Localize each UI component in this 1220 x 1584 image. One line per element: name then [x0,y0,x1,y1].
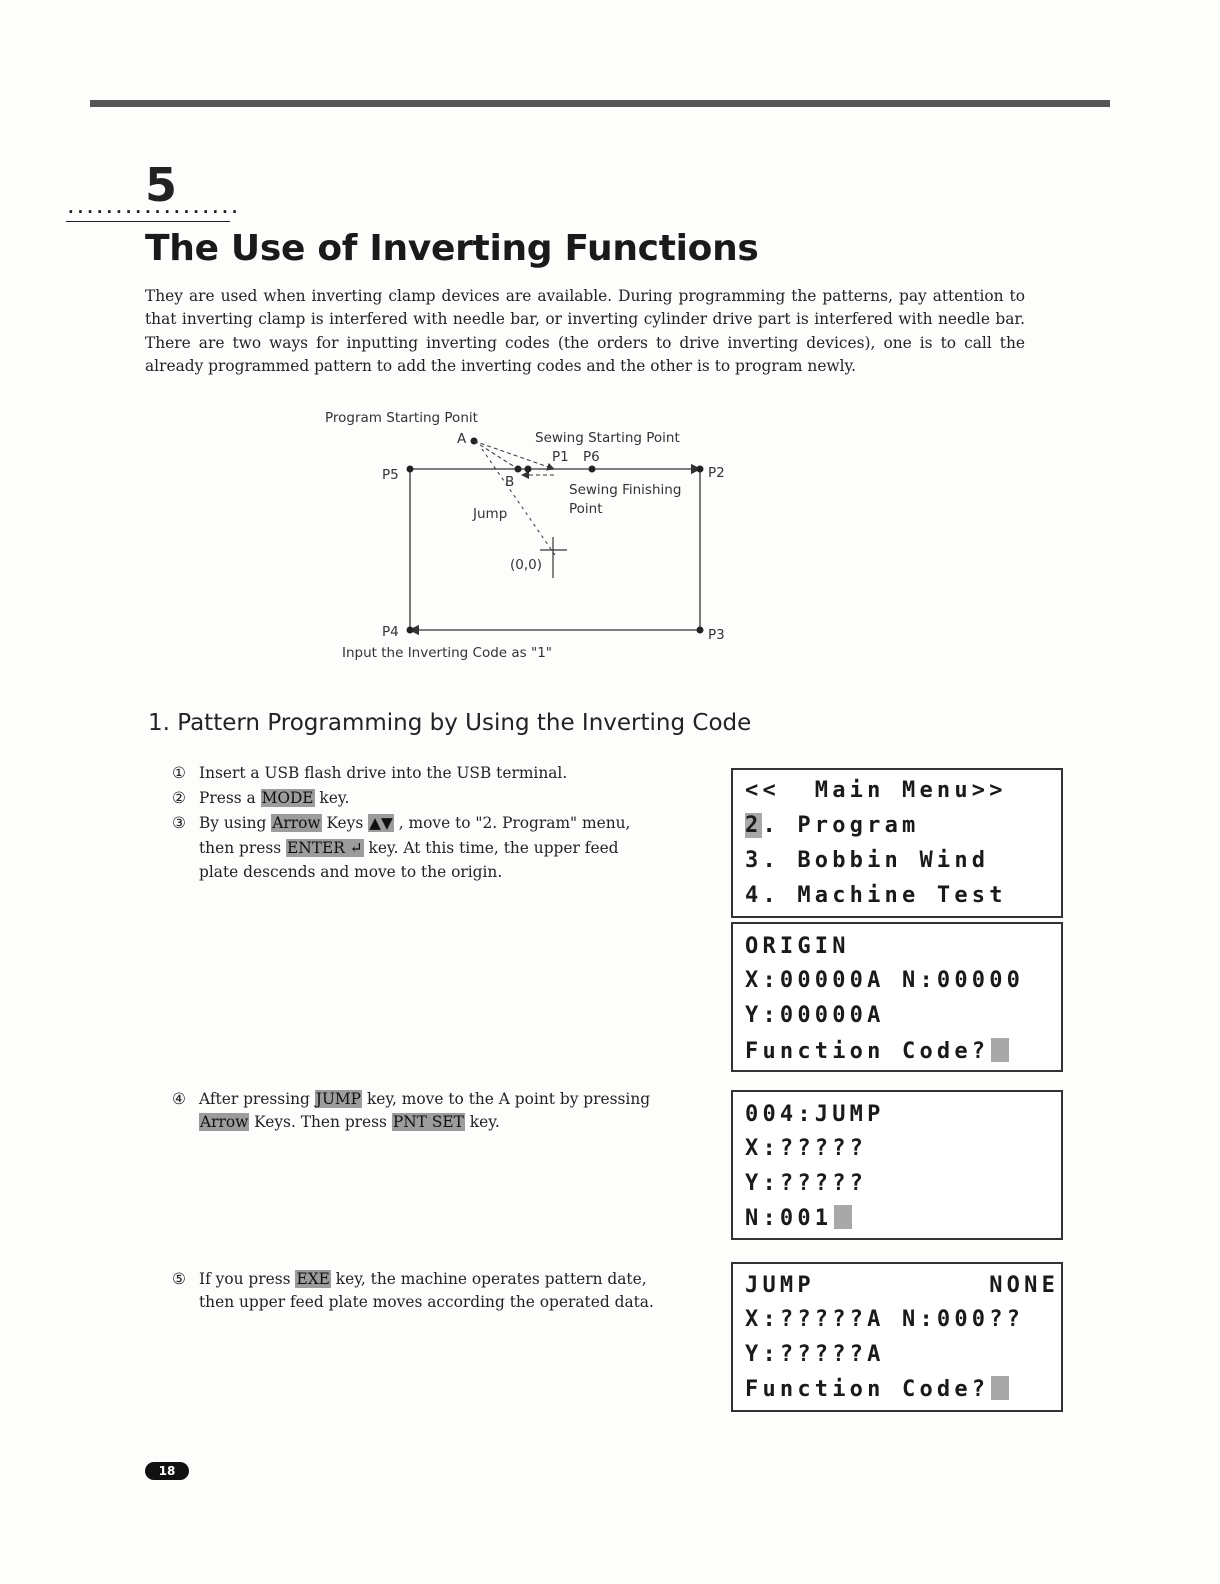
step-text: key. At this time, the upper feed plate descends and move to the origin. [199,838,619,881]
intro-paragraph: They are used when inverting clamp devices are available. During programming the patterns, pay attention to that inverting clamp is interfered with needle bar, or inverting cylinder drive part is interfered with needle bar. There are two ways for inputting inverting codes (the orders to drive inverting devices), one is to call the already programmed pattern to add the inverting codes and the other is to program newly. [145,287,1025,375]
step-number: ④ [172,1090,186,1108]
step-text: Keys. Then press [249,1113,392,1131]
point-p3 [697,627,704,634]
jump-line-a-b [474,441,518,469]
label-program-start: Program Starting Ponit [325,410,478,426]
lcd-line-3: Y:????? [745,1171,868,1196]
label-sewing-finish-2: Point [569,501,603,517]
label-point-a: A [457,431,467,447]
lcd-line-4-text: Function Code? [745,1039,990,1064]
point-p5 [407,466,414,473]
lcd-jump-result [731,1262,1063,1412]
step-text: After pressing [199,1090,315,1108]
arrow-key: Arrow [272,814,321,832]
step-3 [172,811,662,885]
step-text: By using [199,814,272,832]
lcd-line-1: ORIGIN [745,934,850,959]
lcd-line-1: 004:JUMP [745,1102,885,1127]
label-p2: P2 [708,465,725,481]
label-origin: (0,0) [510,557,543,573]
label-p4: P4 [382,624,399,640]
diagram-caption: Input the Inverting Code as "1" [342,645,552,661]
page-title: The Use of Inverting Functions [145,228,759,269]
arrow-key: Arrow [200,1113,249,1131]
label-p3: P3 [708,627,725,643]
step-2 [172,786,662,811]
lcd-line-3: 3. Bobbin Wind [745,848,990,873]
step-text: , move to "2. Program" menu, then press [199,814,631,857]
lcd-line-1: << Main Menu>> [745,778,1007,803]
lcd-line-2: X:?????A N:000?? [745,1307,1025,1332]
jump-line-origin [482,449,555,555]
label-sewing-finish-1: Sewing Finishing [569,482,682,498]
lcd-cursor [991,1376,1009,1400]
page-number: 18 [145,1462,189,1480]
point-p1 [525,466,532,473]
mode-key: MODE [261,789,314,807]
label-point-b: B [505,474,515,490]
lcd-selection-highlight: 2 [745,813,763,838]
jump-key: JUMP [315,1090,362,1108]
label-p6: P6 [583,449,600,465]
lcd-line-4 [745,1205,852,1231]
step-number: ① [172,764,186,782]
label-sewing-start: Sewing Starting Point [535,430,680,446]
chapter-number: 5 [145,158,178,212]
label-jump: Jump [473,506,508,522]
step-number: ② [172,789,186,807]
step-text: Insert a USB flash drive into the USB terminal. [199,764,568,782]
lcd-origin [731,922,1063,1072]
step-5 [172,1268,662,1314]
step-1 [172,761,662,786]
inverting-pattern-diagram [310,405,750,670]
step-text: key, move to the A point by pressing [362,1090,651,1108]
lcd-line-3: Y:00000A [745,1003,885,1028]
lcd-line-4 [745,1376,1009,1402]
step-4 [172,1088,662,1134]
lcd-line-2 [745,813,919,838]
lcd-line-2: X:00000A N:00000 [745,968,1025,993]
step-text: key. [314,789,350,807]
header-rule [90,100,1110,107]
step-number: ⑤ [172,1270,186,1288]
point-p2 [697,466,704,473]
section-title: 1. Pattern Programming by Using the Inverting Code [148,710,752,736]
step-number: ③ [172,814,186,832]
label-p1: P1 [552,449,569,465]
step-text: If you press [199,1270,296,1288]
lcd-main-menu [731,768,1063,918]
lcd-line-3: Y:?????A [745,1342,885,1367]
exe-key: EXE [296,1270,330,1288]
point-b [515,466,522,473]
step-text: Keys [321,814,369,832]
step-text: key, the machine operates pattern date, then upper feed plate moves according the operated data. [199,1270,654,1311]
lcd-cursor [991,1038,1009,1062]
lcd-line-4 [745,1038,1009,1064]
lcd-jump-input [731,1090,1063,1240]
step-text: key. [464,1113,500,1131]
lcd-line-2-text: . Program [762,813,920,838]
lcd-line-4: 4. Machine Test [745,883,1007,908]
point-p6 [589,466,596,473]
chapter-dots: .................. [66,198,240,217]
lcd-line-2: X:????? [745,1136,868,1161]
up-down-arrow-icon: ▲▼ [369,814,393,832]
chapter-underline [66,221,230,222]
pnt-set-key: PNT SET [392,1113,464,1131]
label-p5: P5 [382,467,399,483]
lcd-line-4-text: Function Code? [745,1377,990,1402]
lcd-line-4-text: N:001 [745,1206,833,1231]
lcd-line-1: JUMP NONE [745,1273,1060,1298]
enter-key: ENTER ↵ [287,838,363,857]
step-text: Press a [199,789,261,807]
lcd-cursor [834,1205,852,1229]
point-p4 [407,627,414,634]
